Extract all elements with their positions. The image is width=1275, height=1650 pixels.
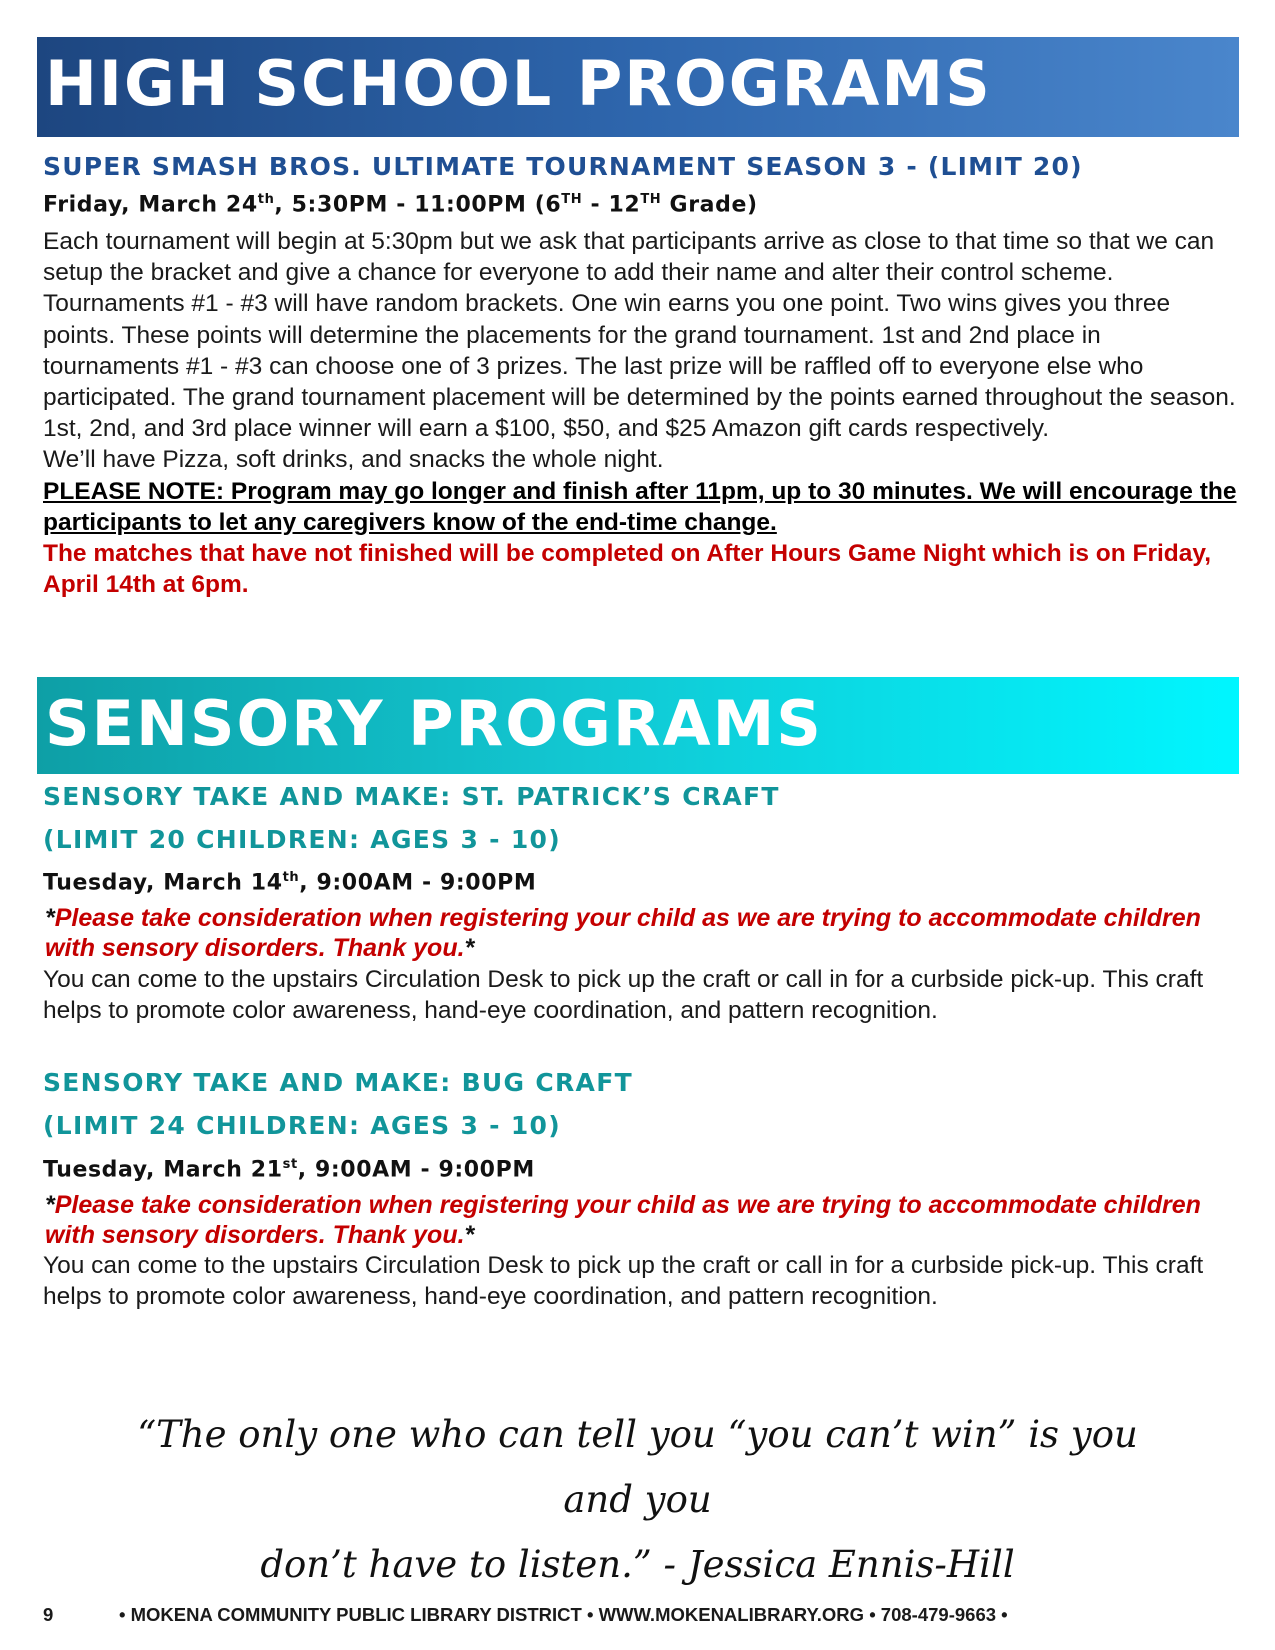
page-number: 9	[43, 1604, 54, 1625]
date-day-suffix: th	[282, 870, 300, 885]
bug-craft-description: You can come to the upstairs Circulation Desk to pick up the craft or call in for a curbside pick-up. This craft helps to promote color awareness, hand-eye coordination, and pattern recognition.	[43, 1252, 1204, 1311]
asterisk: *	[45, 1191, 55, 1219]
sensory-banner	[37, 677, 1239, 774]
st-patricks-craft-limit: (LIMIT 20 CHILDREN: AGES 3 - 10)	[43, 825, 561, 854]
date-time: , 9:00AM - 9:00PM	[297, 1157, 535, 1183]
asterisk: *	[464, 1221, 475, 1249]
st-patricks-consideration-note	[45, 903, 1235, 963]
description-paragraph: We’ll have Pizza, soft drinks, and snacks the whole night.	[43, 446, 664, 474]
st-patricks-craft-description: You can come to the upstairs Circulation Desk to pick up the craft or call in for a curbside pick-up. This craft helps to promote color awareness, hand-eye coordination, and pattern recognition.	[43, 966, 1204, 1025]
footer-library-info: • MOKENA COMMUNITY PUBLIC LIBRARY DISTRICT • WWW.MOKENALIBRARY.ORG • 708-479-9663 •	[119, 1604, 1008, 1625]
st-patricks-craft-date	[43, 870, 536, 895]
description-paragraph: Each tournament will begin at 5:30pm but we ask that participants arrive as close to that time so that we can setup the bracket and give a chance for everyone to add their name and alter their control scheme.	[43, 228, 1215, 287]
bug-craft-consideration-note	[45, 1190, 1235, 1250]
high-school-banner	[37, 37, 1239, 137]
st-patricks-craft-title: SENSORY TAKE AND MAKE: ST. PATRICK’S CRAFT	[43, 782, 780, 811]
inspirational-quote	[100, 1402, 1175, 1597]
please-note-text: PLEASE NOTE: Program may go longer and finish after 11pm, up to 30 minutes. We will encourage the participants to let any caregivers know of the end-time change.	[43, 477, 1237, 536]
description-paragraph: Tournaments #1 - #3 will have random brackets. One win earns you one point. Two wins gives you three points. These points will determine the placements for the grand tournament. 1st and 2nd place in tournaments #1 - #3 can choose one of 3 prizes. The last prize will be raffled off to everyone else who participated. The grand tournament placement will be determined by the points earned throughout the season.	[43, 290, 1236, 412]
description-paragraph: 1st, 2nd, and 3rd place winner will earn a $100, $50, and $25 Amazon gift cards respectively.	[43, 415, 1050, 443]
asterisk: *	[464, 934, 475, 962]
bug-craft-date	[43, 1157, 535, 1182]
quote-line: don’t have to listen.” - Jessica Ennis-Hill	[260, 1543, 1015, 1586]
date-time: , 9:00AM - 9:00PM	[299, 870, 537, 896]
grade-mid: - 12	[582, 192, 641, 218]
date-day: Tuesday, March 21	[43, 1157, 283, 1183]
date-day: Friday, March 24	[43, 192, 258, 218]
consideration-text: Please take consideration when registering your child as we are trying to accommodate children with sensory disorders. Thank you.	[45, 904, 1201, 962]
unfinished-matches-note: The matches that have not finished will be completed on After Hours Game Night which is on Friday, April 14th at 6pm.	[43, 540, 1211, 599]
bug-craft-title: SENSORY TAKE AND MAKE: BUG CRAFT	[43, 1068, 633, 1097]
date-day-suffix: st	[282, 1157, 298, 1172]
quote-line: “The only one who can tell you “you can’t win” is you and you	[137, 1413, 1138, 1521]
high-school-banner-title: HIGH SCHOOL PROGRAMS	[45, 47, 992, 120]
smash-tournament-description	[43, 226, 1238, 600]
asterisk: *	[45, 904, 55, 932]
date-day-suffix: th	[257, 192, 275, 207]
smash-tournament-date	[43, 192, 758, 217]
grade-end: Grade)	[661, 192, 758, 218]
date-day: Tuesday, March 14	[43, 870, 283, 896]
bug-craft-limit: (LIMIT 24 CHILDREN: AGES 3 - 10)	[43, 1111, 561, 1140]
smash-tournament-title: SUPER SMASH BROS. ULTIMATE TOURNAMENT SEASON 3 - (LIMIT 20)	[43, 152, 1083, 181]
grade-suffix-1: TH	[561, 192, 583, 207]
consideration-text: Please take consideration when registering your child as we are trying to accommodate children with sensory disorders. Thank you.	[45, 1191, 1201, 1249]
sensory-banner-title: SENSORY PROGRAMS	[45, 687, 823, 760]
grade-suffix-2: TH	[640, 192, 662, 207]
date-time: , 5:30PM - 11:00PM (6	[274, 192, 562, 218]
